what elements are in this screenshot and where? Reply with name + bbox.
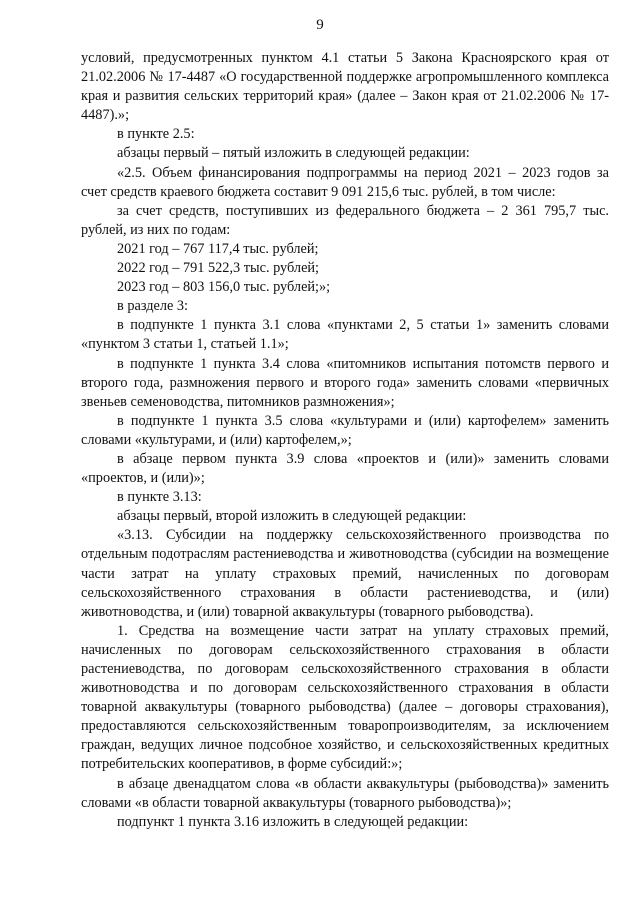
paragraph-year-2023: 2023 год – 803 156,0 тыс. рублей;»; [117,279,331,296]
page-number: 9 [316,17,324,33]
paragraph-amend-instruction: абзацы первый – пятый изложить в следующей редакции: [117,145,470,162]
paragraph-section-3: в разделе 3: [117,298,189,315]
paragraph-amend-3-1: в подпункте 1 пункта 3.1 слова «пунктами 2, 5 статьи 1» заменить словами «пунктом 3 статьи 1, статьей 1.1»; [81,317,609,353]
paragraph-amend-instruction-2: абзацы первый, второй изложить в следующей редакции: [117,508,467,525]
paragraph-amend-3-4: в подпункте 1 пункта 3.4 слова «питомников испытания потомств первого и второго года, размножения первого и второго года» заменить словами «первичных звеньев семеноводства, питомников размножения»; [81,355,609,410]
paragraph-federal-funds: за счет средств, поступивших из федерального бюджета – 2 361 795,7 тыс. рублей, из них по годам: [81,202,609,238]
paragraph-year-2021: 2021 год – 767 117,4 тыс. рублей; [117,240,319,257]
paragraph-item-1: 1. Средства на возмещение части затрат на уплату страховых премий, начисленных по договорам сельскохозяйственного страхования в области растениеводства, по договорам сельскохозяйственного страхования в области животноводства и по договорам сельскохозяйственного страхования в области товарной аквакультуры (товарного рыбоводства) (далее – договоры страхования), предоставляются сельскохозяйственным товаропроизводителям, за исключением граждан, ведущих личное подсобное хозяйство, и сельскохозяйственных кредитных потребительских кооперативов, в форме субсидий:»; [81,622,609,773]
paragraph-subsidies-3-13: «3.13. Субсидии на поддержку сельскохозяйственного производства по отдельным подотраслям растениеводства и животноводства (субсидии на возмещение части затрат на уплату страховых премий, начисленных по договорам сельскохозяйственного страхования в области растениеводства, и (или) животноводства, и (или) товарной аквакультуры (товарного рыбоводства). [81,527,609,620]
paragraph-amend-3-16: подпункт 1 пункта 3.16 изложить в следующей редакции: [117,813,469,830]
paragraph-continuation: условий, предусмотренных пунктом 4.1 статьи 5 Закона Красноярского края от 21.02.2006 № 17-4487 «О государственной поддержке агропромышленного комплекса края и развития сельских территорий края» (далее – Закон края от 21.02.2006 № 17-4487).»; [81,50,609,124]
paragraph-amend-3-9: в абзаце первом пункта 3.9 слова «проектов и (или)» заменить словами «проектов, и (или)»; [81,450,609,487]
paragraph-amend-12th: в абзаце двенадцатом слова «в области аквакультуры (рыбоводства)» заменить словами «в области товарной аквакультуры (товарного рыбоводства)»; [81,775,609,811]
paragraph-funding-total: «2.5. Объем финансирования подпрограммы на период 2021 – 2023 годов за счет средств краевого бюджета составит 9 091 215,6 тыс. рублей, в том числе: [81,164,609,200]
document-body [81,49,609,832]
paragraph-amend-3-5: в подпункте 1 пункта 3.5 слова «культурами и (или) картофелем» заменить словами «культурами, и (или) картофелем,»; [81,412,609,448]
paragraph-year-2022: 2022 год – 791 522,3 тыс. рублей; [117,260,320,277]
paragraph-amend-point-2-5: в пункте 2.5: [117,126,195,143]
paragraph-point-3-13: в пункте 3.13: [117,489,202,506]
